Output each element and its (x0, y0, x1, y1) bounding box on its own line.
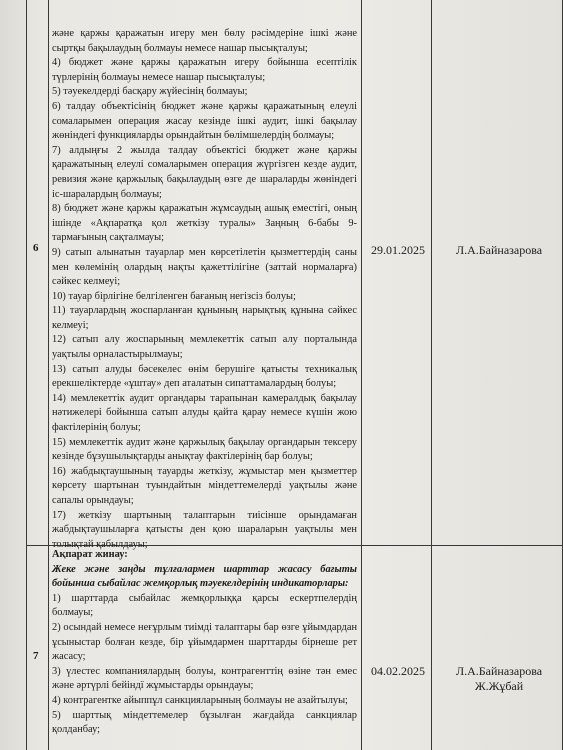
list-item: 6) талдау объектісінің бюджет және қаржы қаражатының елеулі сомаларымен операция жасау кезінде ішкі аудит, ішкі бақылау жөніндегі функцияларды орындайтын бөлімшелердің болмауы; (52, 100, 357, 142)
list-item: 4) бюджет және қаржы қаражатын игеру бойынша есептілік түрлерінің болмауы немесе нашар пысықталуы; (52, 57, 357, 83)
list-item: 11) тауарлардың жоспарланған құнының нарықтық құнына сәйкес келмеуі; (52, 305, 357, 331)
responsible-name: Л.А.Байназарова (455, 243, 543, 257)
column-divider-number (48, 0, 49, 750)
list-item: 8) бюджет және қаржы қаражатын жұмсаудың ашық еместігі, оның ішінде «Ақпаратқа қол жеткізу туралы» Заңның 6-бабы 9-тармағының сақталмауы; (52, 203, 357, 244)
row-number: 7 (33, 650, 39, 662)
list-item: 9) сатып алынатын тауарлар мен көрсетілетін қызметтердің саны мен көлемінің олардың нақты қажеттілігіне (заттай нормаларға) сәйкес келмеуі; (52, 246, 357, 288)
list-item: 16) жабдықтаушының тауарды жеткізу, жұмыстар мен қызметтер көрсету шартынан туындайтын міндеттемелерді уақтылы және сапалы орындауы; (52, 465, 357, 506)
list-item: 3) үлестес компаниялардың болуы, контрагенттің өзіне тән емес және әртүрлі бейіндї жұмыстарды орындауы; (52, 665, 357, 692)
table-left-border (26, 0, 27, 750)
responsible-name: Ж.Жұбай (474, 679, 524, 693)
list-item: 10) тауар бірлігіне белгіленген бағаның негізсіз болуы; (52, 290, 296, 302)
deadline-date: 29.01.2025 (371, 243, 425, 257)
list-item: 12) сатып алу жоспарының мемлекеттік сатып алу порталында уақтылы орналастырылмауы; (52, 334, 357, 361)
responsible-person (437, 664, 561, 694)
list-item: 15) мемлекеттік аудит және қаржылық бақылау органдарын тексеру кезінде бұзушылықтарды анықтау фактілерінің бар болуы; (52, 436, 357, 463)
list-item: 2) осындай немесе неғұрлым тиімді талаптары бар өзге ұйымдардан ұсыныстар болған кезде, бір ұйымдармен шарттарды бірнеше рет жасасу; (52, 621, 357, 663)
list-item: 5) шарттық міндеттемелер бұзылған жағдайда санкциялар қолданбау; (52, 709, 357, 736)
list-item: 13) сатып алуды бәсекелес өнім берушіге қатысты техникалық ерекшеліктерде «ұштау» деп аталатын сипаттамалардың болуы; (52, 363, 357, 390)
list-item: 1) шарттарда сыбайлас жемқорлыққа қарсы ескертпелердің болмауы; (52, 592, 357, 619)
row-number: 6 (33, 242, 39, 254)
column-divider-date (431, 0, 432, 750)
responsible-person (437, 243, 561, 258)
section-subheading: Жеке және заңды тұлғалармен шарттар жасасу бағыты бойынша сыбайлас жемқорлық тәуекелдерінің индикаторлары: (52, 563, 357, 590)
row-content (52, 27, 357, 552)
list-item: 5) тәуекелдерді басқару жүйесінің болмауы; (52, 86, 248, 98)
responsible-name: Л.А.Байназарова (455, 664, 543, 678)
list-item: және қаржы қаражатын игеру мен бөлу рәсімдеріне ішкі және сыртқы бақылаудың болмауы немесе нашар пысықталуы; (52, 28, 357, 54)
list-item: 7) алдыңғы 2 жылда талдау объектісі бюджет және қаржы қаражатының елеулі сомаларымен операция жүргізген кезде аудит, ревизия және қаржылық бақылаудың өзге де шараларды жөніндегі іс-шаралардың болмауы; (52, 144, 357, 200)
list-item: 14) мемлекеттік аудит органдары тарапынан камералдық бақылау нәтижелері бойынша сатып алуды қайта қарау немесе күшін жою фактілерінің болуы; (52, 392, 357, 434)
list-item: 17) жеткізу шартының талаптарын тиісінше орындамаған жабдықтаушыларға қатысты ден қою шараларын уақтылы мен толықтай қабылдауы; (52, 509, 357, 550)
section-heading: Ақпарат жинау: (52, 549, 128, 560)
row-content (52, 548, 357, 738)
column-divider-content (361, 0, 362, 750)
deadline-date: 04.02.2025 (371, 664, 425, 678)
list-item: 4) контрагентке айыппұл санкцияларының болмауы не азайтылуы; (52, 694, 348, 706)
